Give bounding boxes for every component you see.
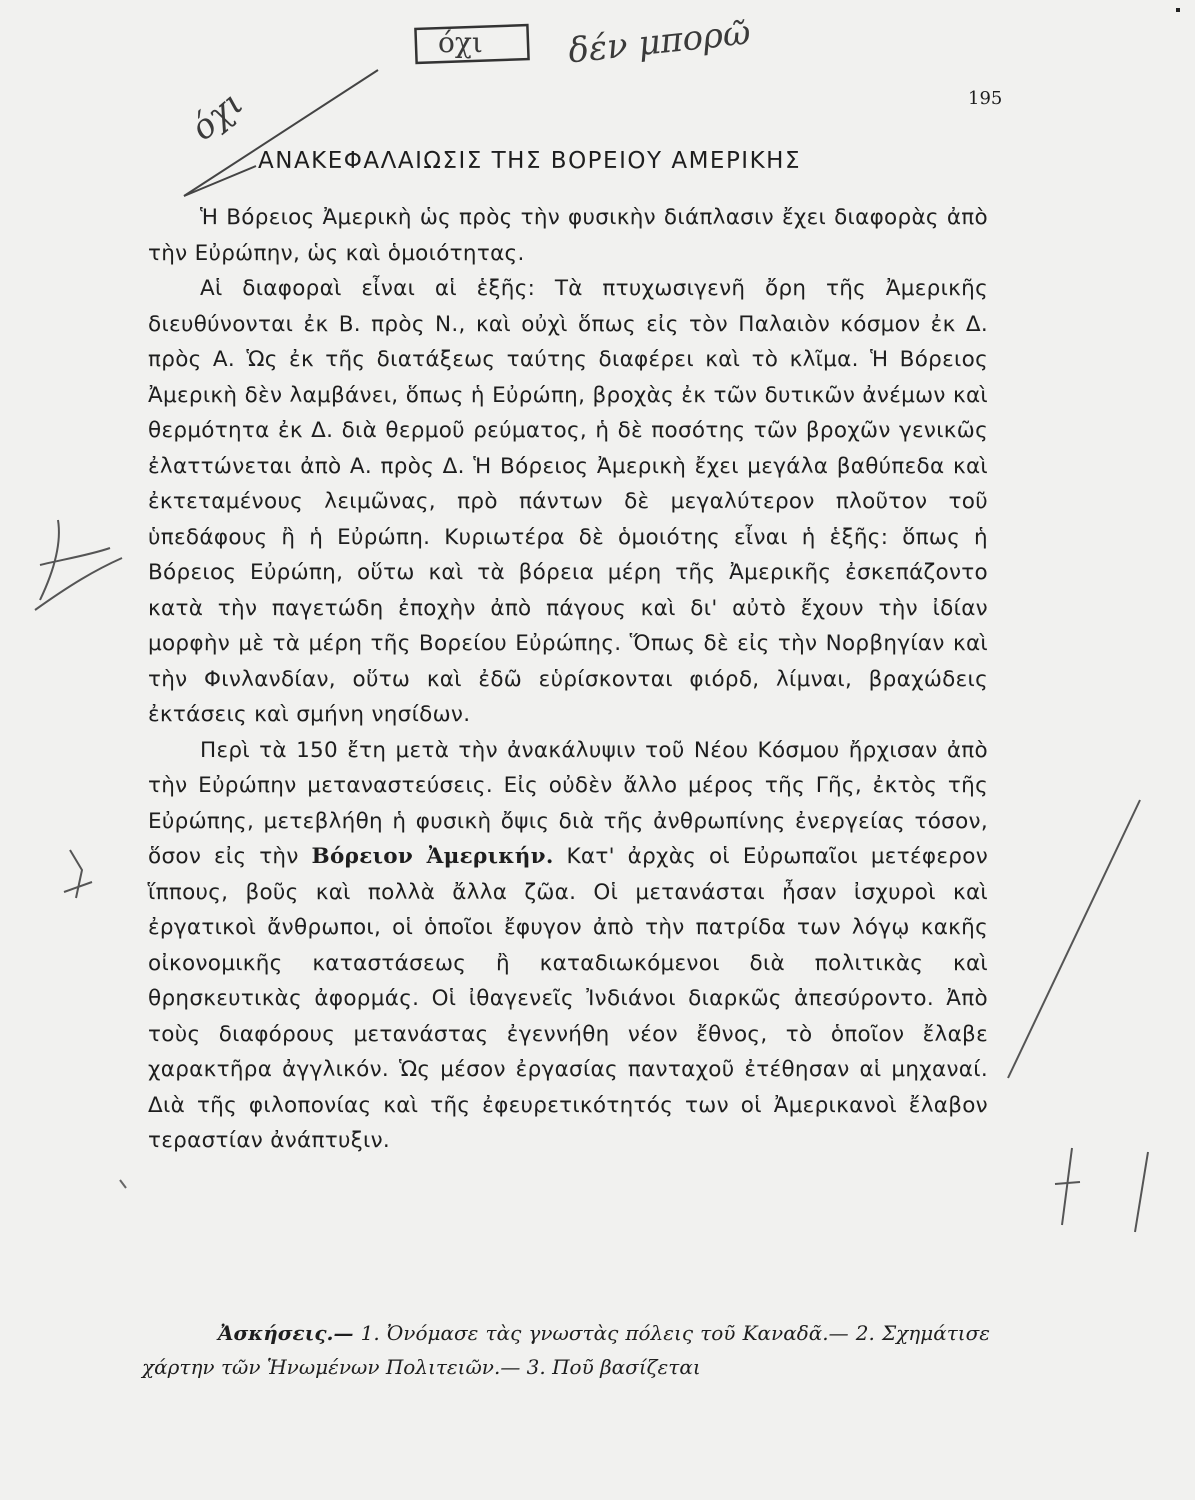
chapter-title: ΑΝΑΚΕΦΑΛΑΙΩΣΙΣ ΤΗΣ ΒΟΡΕΙΟΥ ΑΜΕΡΙΚΗΣ [258,148,802,174]
paragraph-text: Κατ' ἀρχὰς οἱ Εὐρωπαῖοι μετέφερον ἵππους, βοῦς καὶ πολλὰ ἄλλα ζῶα. Οἱ μετανάσται ἦσαν ἰσχυροὶ καὶ ἐργατικοὶ ἄνθρωποι, οἱ ὁποῖοι ἔφυγον ἀπὸ τὴν πατρίδα των λόγῳ κακῆς οἰκονομικῆς καταστάσεως ἢ καταδιωκόμενοι διὰ πολιτικὰς καὶ θρησκευτικὰς ἀφορμάς. Οἱ ἰθαγενεῖς Ἰνδιάνοι διαρκῶς ἀπεσύροντο. Ἀπὸ τοὺς διαφόρους μετανάστας ἐγεννήθη νέον ἔθνος, τὸ ὁποῖον ἔλαβε χαρακτῆρα ἀγγλικόν. Ὡς μέσον ἐργασίας πανταχοῦ ἐτέθησαν αἱ μηχαναί. Διὰ τῆς φιλοπονίας καὶ τῆς ἐφευρετικότητός των οἱ Ἀμερικανοὶ ἔλαβον τεραστίαν ἀνάπτυξιν. [148,844,989,1153]
exercises-text: 1. Ὀνόμασε τὰς γνωστὰς πόλεις τοῦ Καναδᾶ.— 2. Σχημάτισε χάρτην τῶν Ἡνωμένων Πολιτειῶν.— 3. Ποῦ βασίζεται [142,1321,990,1379]
page-corner-speck [1176,8,1180,12]
paragraph: Αἱ διαφοραὶ εἶναι αἱ ἑξῆς: Τὰ πτυχωσιγενῆ ὄρη τῆς Ἀμερικῆς διευθύνονται ἐκ Β. πρὸς Ν., καὶ οὐχὶ ὅπως εἰς τὸν Παλαιὸν κόσμον ἐκ Δ. πρὸς Α. Ὡς ἐκ τῆς διατάξεως ταύτης διαφέρει καὶ τὸ κλῖμα. Ἡ Βόρειος Ἀμερικὴ δὲν λαμβάνει, ὅπως ἡ Εὐρώπη, βροχὰς ἐκ τῶν δυτικῶν ἀνέμων καὶ θερμότητα ἐκ Δ. διὰ θερμοῦ ρεύματος, ἡ δὲ ποσότης τῶν βροχῶν γενικῶς ἐλαττώνεται ἀπὸ Α. πρὸς Δ. Ἡ Βόρειος Ἀμερικὴ ἔχει μεγάλα βαθύπεδα καὶ ἐκτεταμένους λειμῶνας, πρὸ πάντων δὲ μεγαλύτερον πλοῦτον τοῦ ὑπεδάφους ἢ ἡ Εὐρώπη. Κυριωτέρα δὲ ὁμοιότης εἶναι ἡ ἑξῆς: ὅπως ἡ Βόρειος Εὐρώπη, οὕτω καὶ τὰ βόρεια μέρη τῆς Ἀμερικῆς ἐσκεπάζοντο κατὰ τὴν παγετώδη ἐποχὴν ἀπὸ πάγους καὶ δι' αὐτὸ ἔχουν τὴν ἰδίαν μορφὴν μὲ τὰ μέρη τῆς Βορείου Εὐρώπης. Ὅπως δὲ εἰς τὴν Νορβηγίαν καὶ τὴν Φινλανδίαν, οὕτω καὶ ἐδῶ εὑρίσκονται φιόρδ, λίμναι, βραχώδεις ἐκτάσεις καὶ σμήνη νησίδων. [148,276,988,727]
exercises-label: Ἀσκήσεις.— [218,1321,354,1345]
right-margin-scribble [1055,1148,1148,1232]
body-text [148,200,988,1159]
exercises-paragraph [142,1316,990,1384]
paragraph-text: Περὶ τὰ 150 ἔτη μετὰ τὴν ἀνακάλυψιν τοῦ Νέου Κόσμου ἤρχισαν ἀπὸ τὴν Εὐρώπην μεταναστεύσεις. Εἰς οὐδὲν ἄλλο μέρος τῆς Γῆς, ἐκτὸς τῆς Εὐρώπης, μετεβλήθη ἡ φυσικὴ ὄψις διὰ τῆς ἀνθρωπίνης ἐνεργείας τόσον, ὅσον εἰς τὴν [148,737,988,869]
exercises [142,1316,990,1384]
emphasis-term: Βόρειον Ἀμερικήν. [311,844,554,869]
margin-handwritten-note: όχι [183,83,251,149]
right-margin-stroke [1008,800,1140,1078]
paragraph: Ἡ Βόρειος Ἀμερικὴ ὡς πρὸς τὴν φυσικὴν διάπλασιν ἔχει διαφορὰς ἀπὸ τὴν Εὐρώπην, ὡς καὶ ὁμοιότητας. [148,205,988,266]
boxed-annotation: όχι [438,26,483,59]
page-number: 195 [968,88,1003,109]
top-handwritten-note: δέν μπορῶ [566,12,753,72]
margin-scribble [35,520,122,610]
margin-tick [120,1180,126,1188]
paragraph [148,733,988,1159]
margin-scribble [64,850,92,898]
annotation-arrow-line [184,166,256,196]
